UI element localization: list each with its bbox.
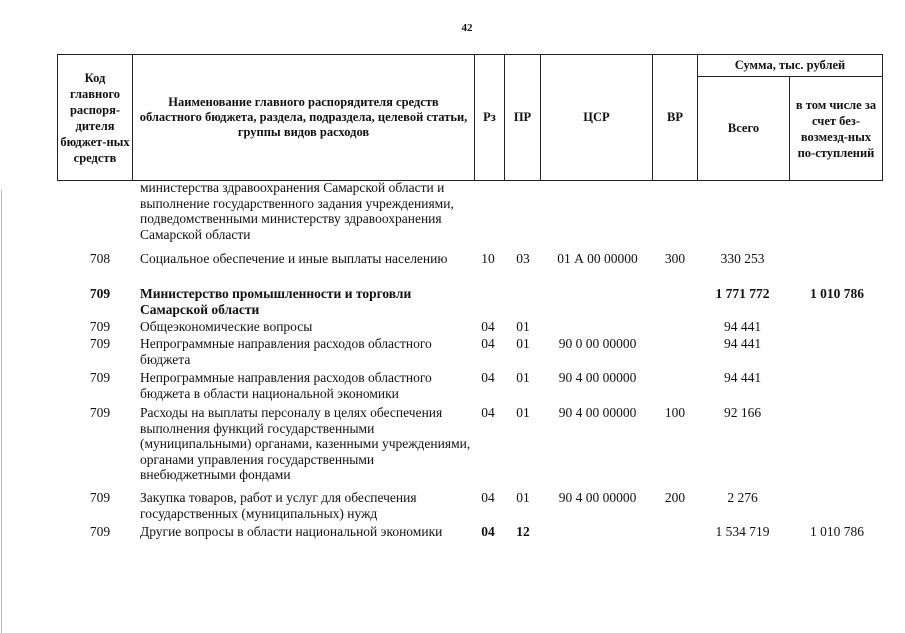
- row-rz: 04: [481, 370, 495, 385]
- row-total: 2 276: [727, 490, 758, 505]
- row-rz: 04: [481, 336, 495, 351]
- row-pr: 01: [516, 405, 530, 420]
- row-vr: 100: [664, 405, 686, 420]
- row-name: министерства здравоохранения Самарской области и выполнение государственного задания учреждениями, подведомственными министерству здравоохранения Самарской области: [140, 180, 454, 242]
- row-name: Министерство промышленности и торговли Самарской области: [140, 286, 412, 317]
- row-name: Непрограммные направления расходов областного бюджета: [140, 336, 432, 367]
- row-pr: 01: [516, 370, 530, 385]
- row-name: Другие вопросы в области национальной экономики: [140, 524, 443, 539]
- table-header: [57, 54, 883, 181]
- row-total: 94 441: [723, 319, 762, 334]
- row-code: 709: [89, 405, 111, 420]
- row-total: 94 441: [723, 370, 762, 385]
- scan-edge-line: [1, 190, 2, 633]
- row-total: 92 166: [723, 405, 762, 420]
- row-csr: 90 4 00 00000: [558, 405, 637, 420]
- row-code: 708: [89, 251, 111, 266]
- header-vr: ВР: [653, 55, 698, 181]
- row-name: Расходы на выплаты персоналу в целях обеспечения выполнения функций государственными (муниципальными) органами, казенными учреждениями, органами управления государственными внебюджетными фондами: [140, 405, 471, 482]
- row-rz: 04: [481, 319, 495, 334]
- row-csr: 90 4 00 00000: [558, 370, 637, 385]
- header-csr: ЦСР: [541, 55, 653, 181]
- header-sum-title: Сумма, тыс. рублей: [698, 55, 883, 77]
- row-csr: 01 А 00 00000: [557, 251, 638, 266]
- row-total: 330 253: [720, 251, 765, 266]
- header-code: Код главного распоря-дителя бюджет-ных средств: [58, 55, 133, 181]
- page-number: 42: [461, 22, 473, 34]
- row-vr: 300: [664, 251, 686, 266]
- row-rz: 04: [481, 524, 495, 539]
- row-csr: 90 4 00 00000: [558, 490, 637, 505]
- header-total: Всего: [698, 77, 790, 181]
- row-total: 1 534 719: [715, 524, 770, 539]
- row-pr: 01: [516, 490, 530, 505]
- row-name: Социальное обеспечение и иные выплаты населению: [140, 251, 448, 266]
- row-code: 709: [89, 286, 111, 301]
- row-vr: 200: [664, 490, 686, 505]
- row-name: Общеэкономические вопросы: [140, 319, 313, 334]
- header-pr: ПР: [505, 55, 541, 181]
- row-rz: 04: [481, 490, 495, 505]
- row-pr: 01: [516, 319, 530, 334]
- row-name: Закупка товаров, работ и услуг для обеспечения государственных (муниципальных) нужд: [140, 490, 417, 521]
- row-code: 709: [89, 524, 111, 539]
- row-code: 709: [89, 490, 111, 505]
- row-pr: 12: [516, 524, 530, 539]
- row-csr: 90 0 00 00000: [558, 336, 637, 351]
- row-free: 1 010 786: [810, 524, 864, 539]
- row-code: 709: [89, 319, 111, 334]
- row-name: Непрограммные направления расходов областного бюджета в области национальной экономики: [140, 370, 432, 401]
- row-rz: 10: [481, 251, 495, 266]
- row-code: 709: [89, 370, 111, 385]
- row-free: 1 010 786: [810, 286, 864, 301]
- row-code: 709: [89, 336, 111, 351]
- row-total: 1 771 772: [715, 286, 770, 301]
- row-total: 94 441: [723, 336, 762, 351]
- row-pr: 01: [516, 336, 530, 351]
- row-pr: 03: [516, 251, 530, 266]
- header-free: в том числе за счет без-возмезд-ных по-ступлений: [790, 77, 883, 181]
- header-rz: Рз: [475, 55, 505, 181]
- row-rz: 04: [481, 405, 495, 420]
- header-name: Наименование главного распорядителя средств областного бюджета, раздела, подраздела, целевой статьи, группы видов расходов: [133, 55, 475, 181]
